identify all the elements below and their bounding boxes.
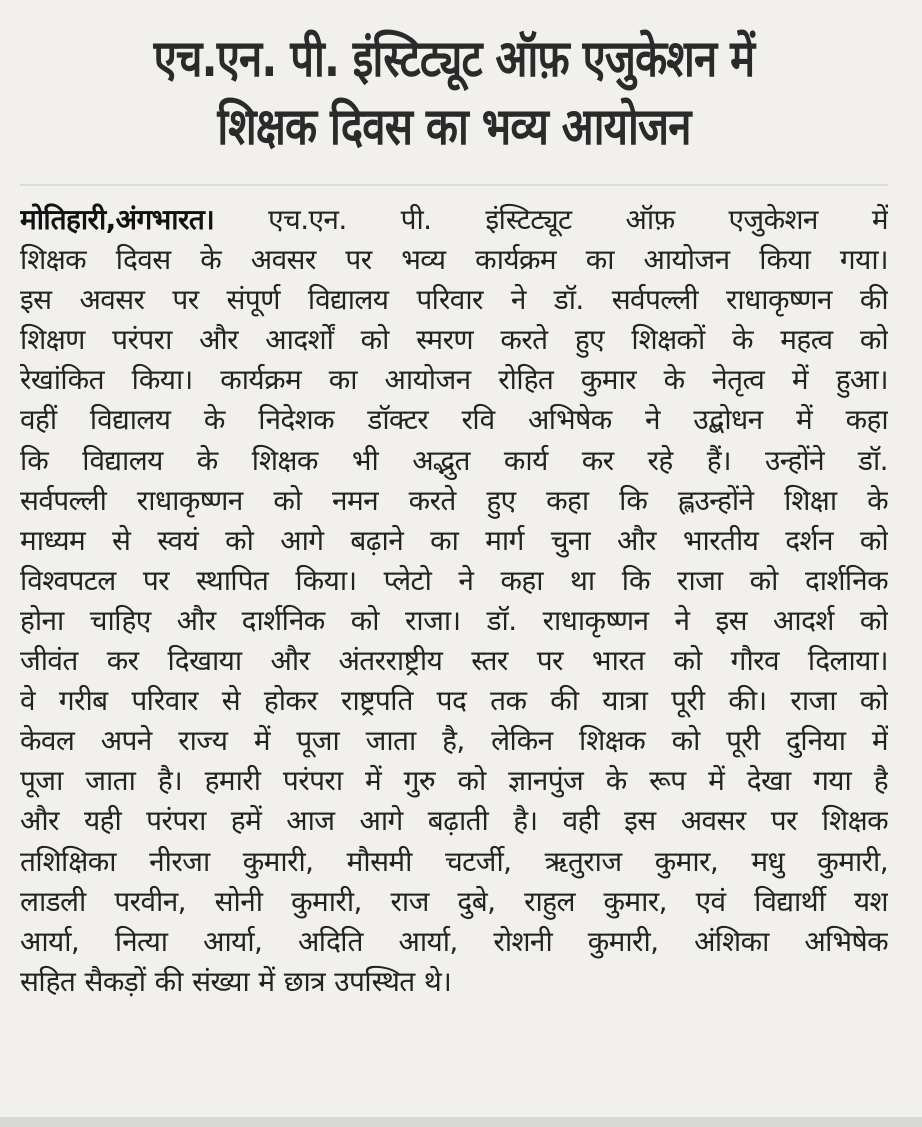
divider — [20, 184, 888, 186]
article-line: केवल अपने राज्य में पूजा जाता है, लेकिन शिक्षक को पूरी दुनिया में — [20, 724, 888, 758]
article-line — [20, 200, 888, 240]
article-line: तशिक्षिका नीरजा कुमारी, मौसमी चटर्जी, ऋतुराज कुमार, मधु कुमारी, — [20, 844, 888, 878]
dateline: मोतिहारी,अंगभारत। — [20, 203, 215, 236]
article-line: सर्वपल्ली राधाकृष्णन को नमन करते हुए कहा कि ह्लउन्होंने शिक्षा के — [20, 483, 888, 517]
article-line: शिक्षक दिवस के अवसर पर भव्य कार्यक्रम का आयोजन किया गया। — [20, 243, 888, 277]
article-line: आर्या, नित्या आर्या, अदिति आर्या, रोशनी कुमारी, अंशिका अभिषेक — [20, 924, 888, 958]
article-line: जीवंत कर दिखाया और अंतरराष्ट्रीय स्तर पर भारत को गौरव दिलाया। — [20, 644, 888, 678]
article-line: होना चाहिए और दार्शनिक को राजा। डॉ. राधाकृष्णन ने इस आदर्श को — [20, 603, 888, 637]
page-edge — [0, 1117, 922, 1127]
article-line: वे गरीब परिवार से होकर राष्ट्रपति पद तक की यात्रा पूरी की। राजा को — [20, 684, 888, 718]
article-line: इस अवसर पर संपूर्ण विद्यालय परिवार ने डॉ. सर्वपल्ली राधाकृष्णन की — [20, 283, 888, 317]
article-line: कि विद्यालय के शिक्षक भी अद्भुत कार्य कर रहे हैं। उन्होंने डॉ. — [20, 443, 888, 477]
headline — [20, 12, 888, 162]
article-line: विश्वपटल पर स्थापित किया। प्लेटो ने कहा था कि राजा को दार्शनिक — [20, 563, 888, 597]
article-body — [20, 200, 888, 1002]
article-line: लाडली परवीन, सोनी कुमारी, राज दुबे, राहुल कुमार, एवं विद्यार्थी यश — [20, 884, 888, 918]
article-line-text: एच.एन. पी. इंस्टिट्यूट ऑफ़ एजुकेशन में — [268, 203, 888, 236]
article-line: शिक्षण परंपरा और आदर्शों को स्मरण करते हुए शिक्षकों के महत्व को — [20, 323, 888, 357]
article-line: वहीं विद्यालय के निदेशक डॉक्टर रवि अभिषेक ने उद्बोधन में कहा — [20, 403, 888, 437]
article-line: माध्यम से स्वयं को आगे बढ़ाने का मार्ग चुना और भारतीय दर्शन को — [20, 523, 888, 557]
article-line: और यही परंपरा हमें आज आगे बढ़ाती है। वही इस अवसर पर शिक्षक — [20, 804, 888, 838]
article-line: सहित सैकड़ों की संख्या में छात्र उपस्थित थे। — [20, 964, 452, 998]
article-line: पूजा जाता है। हमारी परंपरा में गुरु को ज्ञानपुंज के रूप में देखा गया है — [20, 764, 888, 798]
headline-line-1: एच.एन. पी. इंस्टिट्यूट ऑफ़ एजुकेशन में — [153, 30, 755, 89]
article-line: रेखांकित किया। कार्यक्रम का आयोजन रोहित कुमार के नेतृत्व में हुआ। — [20, 363, 888, 397]
headline-line-2: शिक्षक दिवस का भव्य आयोजन — [217, 98, 691, 157]
